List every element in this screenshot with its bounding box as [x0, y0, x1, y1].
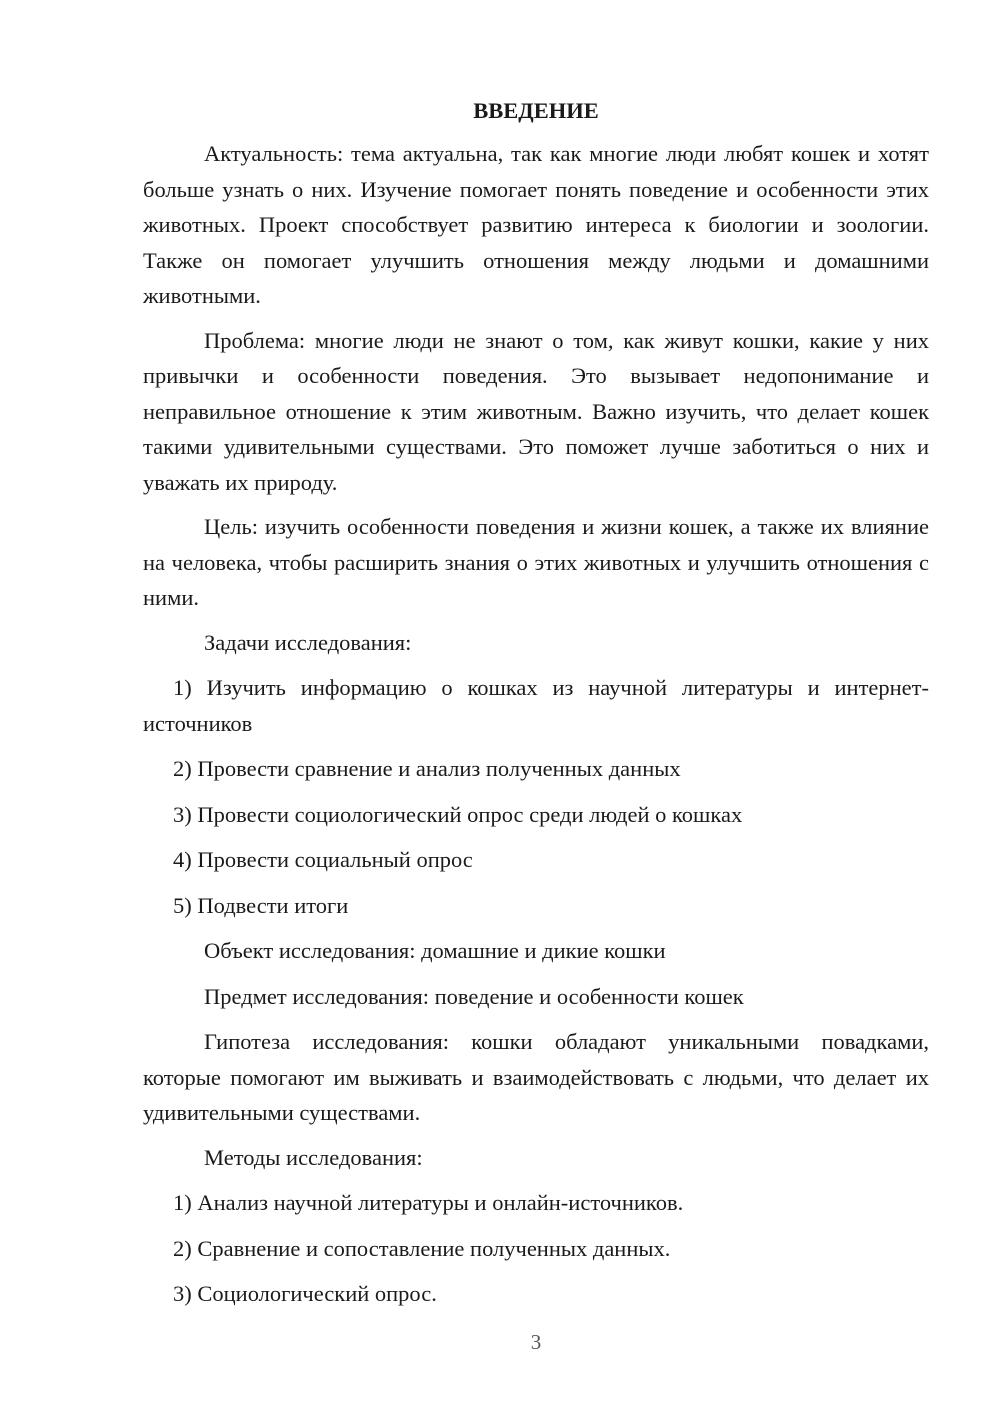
research-subject: Предмет исследования: поведение и особенности кошек	[204, 983, 744, 1009]
task-item: 4) Провести социальный опрос	[173, 847, 473, 872]
page-title: ВВЕДЕНИЕ	[473, 98, 599, 123]
hypothesis-paragraph: Гипотеза исследования: кошки обладают уникальными повадками, которые помогают им выживать и взаимодействовать с людьми, что делает их удивительными существами.	[143, 1029, 929, 1125]
document-page	[143, 96, 929, 1322]
methods-heading: Методы исследования:	[204, 1144, 423, 1170]
task-item: 2) Провести сравнение и анализ полученных данных	[173, 756, 681, 781]
page-number: 3	[530, 1330, 542, 1354]
tasks-heading: Задачи исследования:	[204, 629, 412, 655]
task-item: 5) Подвести итоги	[173, 892, 349, 918]
research-object: Объект исследования: домашние и дикие кошки	[204, 938, 666, 963]
task-item: 1) Изучить информацию о кошках из научной литературы и интернет-источников	[143, 675, 929, 736]
problem-paragraph: Проблема: многие люди не знают о том, как живут кошки, какие у них привычки и особенности поведения. Это вызывает недопонимание и неправильное отношение к этим животным. Важно изучить, что делает кошек такими удивительными существами. Это поможет лучше заботиться о них и уважать их природу.	[143, 327, 929, 495]
goal-paragraph: Цель: изучить особенности поведения и жизни кошек, а также их влияние на человека, чтобы расширить знания о этих животных и улучшить отношения с ними.	[143, 514, 929, 610]
task-item: 3) Провести социологический опрос среди людей о кошках	[173, 801, 743, 827]
method-item: 1) Анализ научной литературы и онлайн-источников.	[173, 1190, 684, 1215]
relevance-paragraph: Актуальность: тема актуальна, так как многие люди любят кошек и хотят больше узнать о них. Изучение помогает понять поведение и особенности этих животных. Проект способствует развитию интереса к биологии и зоологии. Также он помогает улучшить отношения между людьми и домашними животными.	[143, 141, 929, 308]
method-item: 3) Социологический опрос.	[173, 1281, 437, 1306]
method-item: 2) Сравнение и сопоставление полученных данных.	[173, 1235, 671, 1261]
